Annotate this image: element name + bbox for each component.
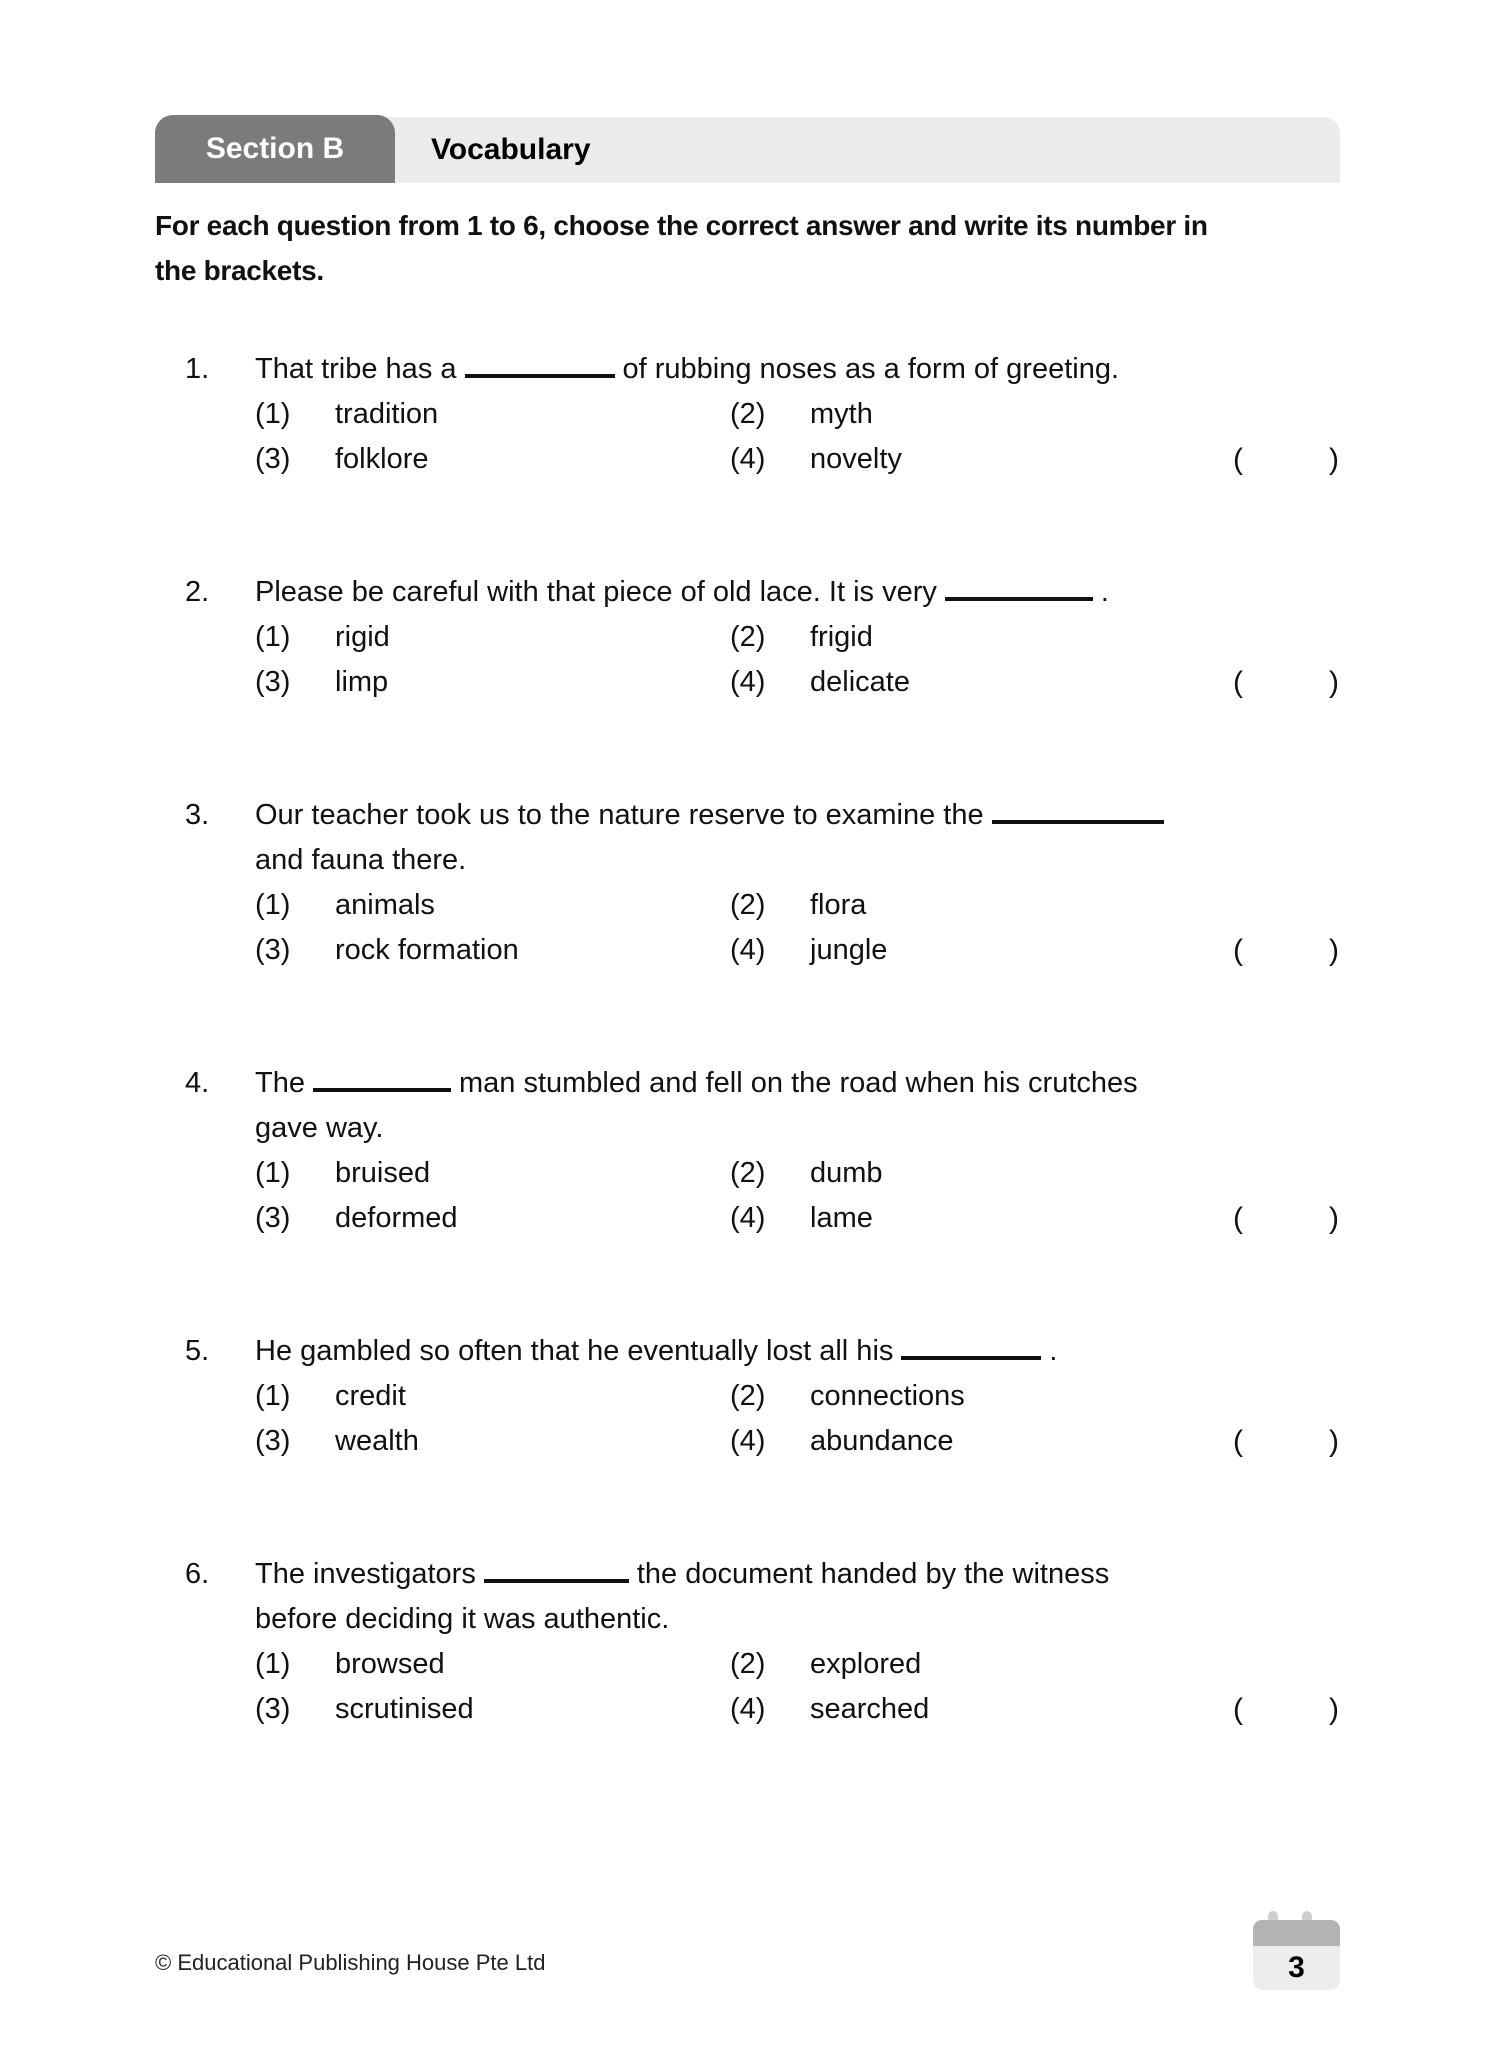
- answer-brackets[interactable]: [1233, 1419, 1345, 1464]
- option-number: (1): [255, 621, 291, 653]
- option-number: (4): [730, 1425, 766, 1457]
- question-6: [185, 1552, 1345, 1732]
- option-label: tradition: [335, 398, 439, 430]
- option-number: (1): [255, 398, 291, 430]
- option-label: connections: [810, 1380, 965, 1412]
- option-number: (2): [730, 889, 766, 921]
- question-stem: He gambled so often that he eventually lost all his .: [255, 1335, 1058, 1367]
- option-row: [255, 883, 1345, 928]
- answer-brackets: [1233, 1642, 1345, 1687]
- question-number: 4.: [185, 1067, 210, 1099]
- page-number: 3: [1253, 1946, 1340, 1990]
- bracket-open: (: [1233, 443, 1243, 476]
- option-number: (4): [730, 1693, 766, 1725]
- question-number: 3.: [185, 799, 210, 831]
- copyright: © Educational Publishing House Pte Ltd: [155, 1950, 546, 1975]
- answer-brackets[interactable]: [1233, 928, 1345, 973]
- option-label: deformed: [335, 1202, 458, 1234]
- option-row: [255, 1419, 1345, 1464]
- question-stem: That tribe has a of rubbing noses as a form of greeting.: [255, 353, 1120, 385]
- option-row: [255, 1374, 1345, 1419]
- option-number: (2): [730, 1380, 766, 1412]
- answer-blank[interactable]: [992, 818, 1164, 824]
- option-label: animals: [335, 889, 435, 921]
- instructions-line-1: For each question from 1 to 6, choose the correct answer and write its number in: [155, 210, 1208, 241]
- option-number: (4): [730, 443, 766, 475]
- bracket-open: (: [1233, 1425, 1243, 1458]
- section-tab: [155, 115, 395, 183]
- bracket-open: (: [1233, 1202, 1243, 1235]
- section-header: [155, 117, 1340, 183]
- option-number: (4): [730, 1202, 766, 1234]
- answer-blank[interactable]: [945, 595, 1093, 601]
- question-body: [255, 347, 1345, 482]
- option-label: abundance: [810, 1425, 954, 1457]
- option-label: bruised: [335, 1157, 431, 1189]
- option-number: (1): [255, 889, 291, 921]
- question-stem: The man stumbled and fell on the road when his crutches gave way.: [255, 1067, 1138, 1144]
- answer-brackets: [1233, 392, 1345, 437]
- option-number: (1): [255, 1157, 291, 1189]
- answer-brackets: [1233, 615, 1345, 660]
- option-row: [255, 437, 1345, 482]
- option-number: (2): [730, 398, 766, 430]
- question-number: 2.: [185, 576, 210, 608]
- badge-top-bar: [1253, 1920, 1340, 1946]
- option-label: delicate: [810, 666, 910, 698]
- option-number: (3): [255, 1693, 291, 1725]
- option-number: (1): [255, 1648, 291, 1680]
- answer-brackets[interactable]: [1233, 437, 1345, 482]
- question-stem: Please be careful with that piece of old lace. It is very .: [255, 576, 1109, 608]
- calendar-page-icon: [1253, 1911, 1340, 1989]
- bracket-close: ): [1329, 1202, 1339, 1235]
- answer-brackets: [1233, 883, 1345, 928]
- option-label: browsed: [335, 1648, 445, 1680]
- option-label: rock formation: [335, 934, 519, 966]
- question-number: 1.: [185, 353, 210, 385]
- option-row: [255, 1687, 1345, 1732]
- option-label: myth: [810, 398, 873, 430]
- answer-blank[interactable]: [313, 1086, 451, 1092]
- option-number: (2): [730, 1157, 766, 1189]
- question-stem: The investigators the document handed by the witness before deciding it was authentic.: [255, 1558, 1110, 1635]
- option-number: (1): [255, 1380, 291, 1412]
- option-row: [255, 1196, 1345, 1241]
- question-body: [255, 1061, 1345, 1241]
- answer-brackets[interactable]: [1233, 1687, 1345, 1732]
- section-title: Vocabulary: [431, 133, 591, 166]
- option-label: wealth: [335, 1425, 419, 1457]
- question-2: [185, 570, 1345, 705]
- answer-blank[interactable]: [484, 1577, 629, 1583]
- option-label: novelty: [810, 443, 902, 475]
- option-label: folklore: [335, 443, 429, 475]
- instructions-line-2: the brackets.: [155, 255, 324, 286]
- answer-brackets[interactable]: [1233, 1196, 1345, 1241]
- instructions: [155, 203, 1365, 293]
- option-label: rigid: [335, 621, 390, 653]
- option-number: (4): [730, 666, 766, 698]
- option-label: explored: [810, 1648, 922, 1680]
- option-row: [255, 928, 1345, 973]
- option-row: [255, 660, 1345, 705]
- question-4: [185, 1061, 1345, 1241]
- option-label: scrutinised: [335, 1693, 474, 1725]
- bracket-close: ): [1329, 1693, 1339, 1726]
- question-3: [185, 793, 1345, 973]
- option-label: searched: [810, 1693, 930, 1725]
- bracket-close: ): [1329, 934, 1339, 967]
- option-label: frigid: [810, 621, 873, 653]
- answer-brackets: [1233, 1374, 1345, 1419]
- option-label: jungle: [810, 934, 888, 966]
- question-body: [255, 1329, 1345, 1464]
- bracket-close: ): [1329, 666, 1339, 699]
- question-body: [255, 793, 1345, 973]
- option-number: (3): [255, 1202, 291, 1234]
- bracket-open: (: [1233, 934, 1243, 967]
- option-label: dumb: [810, 1157, 883, 1189]
- option-row: [255, 1151, 1345, 1196]
- option-number: (3): [255, 934, 291, 966]
- option-label: flora: [810, 889, 867, 921]
- question-body: [255, 1552, 1345, 1732]
- option-number: (2): [730, 1648, 766, 1680]
- answer-blank[interactable]: [465, 372, 615, 378]
- question-stem: Our teacher took us to the nature reserve to examine the and fauna there.: [255, 793, 1345, 883]
- option-number: (3): [255, 666, 291, 698]
- bracket-open: (: [1233, 666, 1243, 699]
- option-number: (2): [730, 621, 766, 653]
- option-label: credit: [335, 1380, 406, 1412]
- question-body: [255, 570, 1345, 705]
- section-label: Section B: [205, 132, 345, 165]
- questions: [185, 347, 1345, 1820]
- option-row: [255, 392, 1345, 437]
- answer-brackets[interactable]: [1233, 660, 1345, 705]
- option-label: limp: [335, 666, 389, 698]
- answer-brackets: [1233, 1151, 1345, 1196]
- answer-blank[interactable]: [901, 1354, 1041, 1360]
- option-number: (3): [255, 1425, 291, 1457]
- question-number: 5.: [185, 1335, 210, 1367]
- option-label: lame: [810, 1202, 873, 1234]
- bracket-close: ): [1329, 1425, 1339, 1458]
- question-5: [185, 1329, 1345, 1464]
- question-number: 6.: [185, 1558, 210, 1590]
- question-1: [185, 347, 1345, 482]
- option-number: (3): [255, 443, 291, 475]
- option-number: (4): [730, 934, 766, 966]
- bracket-open: (: [1233, 1693, 1243, 1726]
- bracket-close: ): [1329, 443, 1339, 476]
- option-row: [255, 615, 1345, 660]
- option-row: [255, 1642, 1345, 1687]
